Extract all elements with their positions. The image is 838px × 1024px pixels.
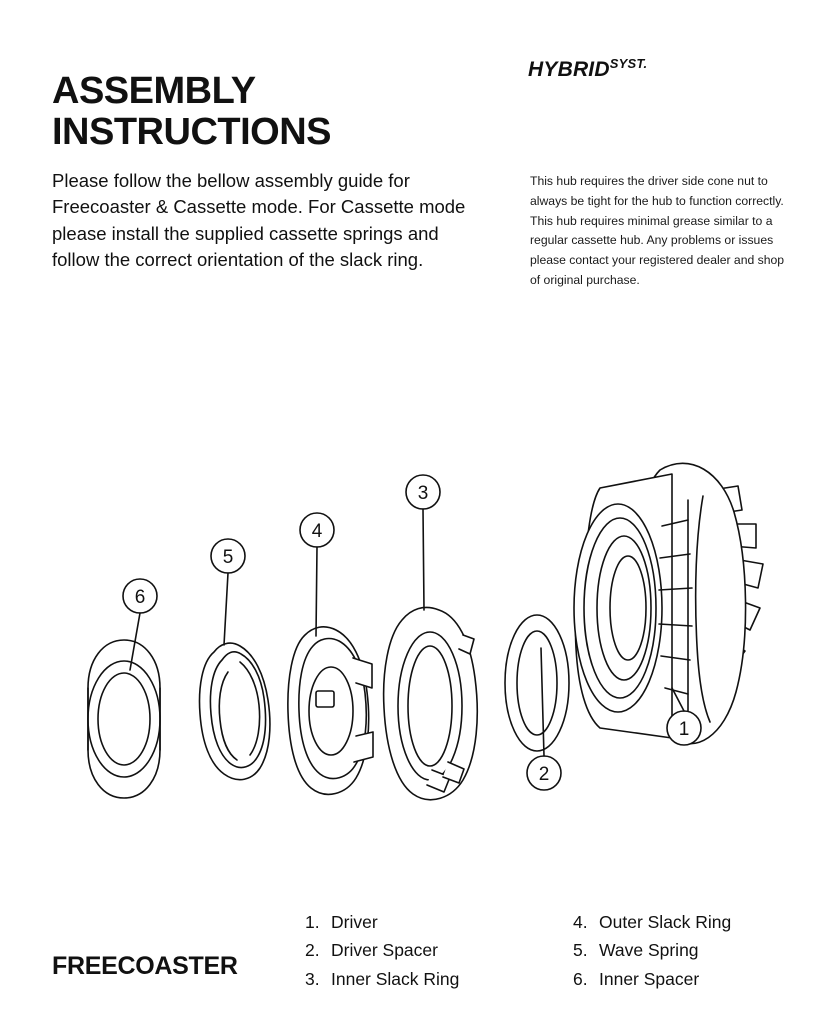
- legend-number: 6.: [573, 968, 588, 989]
- svg-text:5: 5: [222, 547, 234, 568]
- note-paragraph: This hub requires the driver side cone nut to always be tight for the hub to function correctly. This hub requires minimal grease similar to a regular cassette hub. Any problems or issues please contact your registered dealer and shop of original purchase.: [530, 174, 785, 287]
- svg-text:6: 6: [134, 587, 146, 608]
- legend-item: [573, 965, 805, 993]
- legend-item: [573, 908, 805, 936]
- legend-item: [305, 936, 573, 964]
- part-inner-spacer: [88, 640, 160, 798]
- note-text: [530, 172, 792, 291]
- legend-number: 2.: [305, 940, 320, 961]
- intro-text: [52, 168, 482, 273]
- parts-legend: [305, 908, 805, 993]
- part-driver-spacer: [505, 615, 569, 751]
- svg-text:1: 1: [678, 719, 690, 740]
- legend-item: [573, 936, 805, 964]
- legend-number: 1.: [305, 912, 320, 932]
- svg-text:4: 4: [311, 521, 323, 542]
- legend-number: 4.: [573, 912, 588, 932]
- legend-label: Driver: [331, 912, 378, 932]
- part-inner-slack-ring: [384, 607, 478, 799]
- legend-column-right: [573, 908, 805, 993]
- part-driver: [574, 463, 763, 743]
- brand-suffix: SYST.: [609, 56, 648, 71]
- exploded-diagram: [0, 440, 838, 870]
- svg-text:3: 3: [417, 483, 429, 504]
- callout-3: [406, 475, 440, 610]
- brand-logo: [528, 56, 647, 82]
- intro-paragraph: Please follow the bellow assembly guide for Freecoaster & Cassette mode. For Cassette mode please install the supplied cassette springs and follow the correct orientation of the slack ring.: [52, 170, 466, 270]
- callout-5: [211, 539, 245, 645]
- brand-name: HYBRID: [528, 58, 610, 81]
- legend-label: Inner Slack Ring: [331, 968, 460, 989]
- legend-item: [305, 908, 573, 936]
- mode-label: FREECOASTER: [52, 952, 238, 980]
- legend-number: 5.: [573, 940, 588, 961]
- part-wave-spring: [200, 643, 270, 780]
- legend-number: 3.: [305, 968, 320, 989]
- legend-item: [305, 965, 573, 993]
- svg-text:2: 2: [538, 764, 550, 785]
- part-outer-slack-ring: [288, 627, 373, 795]
- legend-label: Outer Slack Ring: [599, 912, 732, 932]
- legend-label: Driver Spacer: [331, 940, 438, 961]
- legend-label: Inner Spacer: [599, 968, 700, 989]
- page-title: ASSEMBLY INSTRUCTIONS: [52, 70, 331, 154]
- callout-4: [300, 513, 334, 636]
- legend-label: Wave Spring: [599, 940, 699, 961]
- legend-column-left: [305, 908, 573, 993]
